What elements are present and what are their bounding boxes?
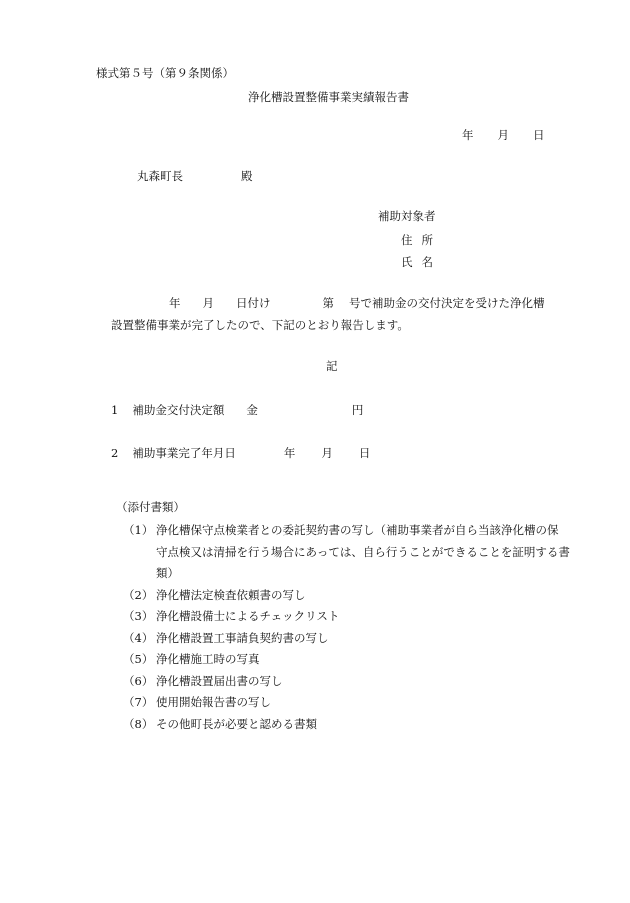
attachment-item — [123, 520, 593, 585]
attachment-item — [123, 714, 593, 736]
item-unit: 円 — [351, 403, 364, 417]
form-number: 様式第５号（第９条関係） — [96, 66, 234, 80]
attachment-number: （1） — [123, 523, 154, 537]
item-number: 1 — [111, 403, 119, 417]
attachment-item — [123, 671, 593, 693]
attachment-text: 浄化槽施工時の写真 — [156, 652, 260, 666]
body-date-suffix: 日付け — [236, 296, 271, 310]
document-title: 浄化槽設置整備事業実績報告書 — [248, 90, 409, 104]
attachment-item — [123, 585, 593, 607]
item-day: 日 — [358, 446, 371, 460]
item-month: 月 — [321, 446, 333, 460]
address-label: 住所 — [401, 233, 442, 247]
date-month: 月 — [497, 128, 509, 142]
addressee — [137, 171, 253, 183]
addressee-name: 丸森町長 — [137, 169, 183, 183]
item-subsidy-amount — [111, 405, 363, 417]
body-year: 年 — [169, 296, 181, 310]
attachment-item — [123, 606, 593, 628]
attachment-item — [123, 649, 593, 671]
item-number: 2 — [111, 446, 119, 460]
body-number-prefix: 第 — [322, 296, 334, 310]
attachment-text: 浄化槽設置工事請負契約書の写し — [156, 630, 329, 645]
attachment-number: （7） — [123, 695, 154, 709]
attachment-number: （2） — [123, 587, 154, 602]
attachment-number: （8） — [123, 716, 154, 731]
attachment-text: その他町長が必要と認める書類 — [156, 716, 317, 731]
ki-heading: 記 — [326, 359, 338, 373]
attachment-text: 浄化槽設備士によるチェックリスト — [156, 609, 340, 623]
date-year: 年 — [462, 128, 474, 142]
body-text-line-1 — [169, 298, 545, 310]
item-completion-date — [111, 448, 370, 460]
attachment-number: （5） — [123, 652, 154, 666]
attachment-item — [123, 628, 593, 650]
addressee-honorific: 殿 — [241, 169, 253, 183]
attachment-text: 浄化槽設置届出書の写し — [156, 673, 283, 688]
attachment-item — [123, 692, 593, 714]
attachment-text: 使用開始報告書の写し — [156, 695, 271, 709]
item-kin: 金 — [246, 403, 258, 417]
body-number-suffix: 号で補助金の交付決定を受けた浄化槽 — [349, 296, 545, 310]
body-text-line-2: 設置整備事業が完了したので、下記のとおり報告します。 — [111, 318, 409, 332]
attachments-heading: （添付書類） — [116, 500, 185, 514]
date-line — [462, 130, 545, 142]
attachment-number: （4） — [123, 630, 154, 645]
item-label: 補助金交付決定額 — [132, 403, 225, 417]
attachment-text: 浄化槽保守点検業者との委託契約書の写し（補助事業者が自ら当該浄化槽の保 守点検又は清掃を行う場合にあっては、自ら行うことができることを証明する書 類） — [156, 523, 570, 580]
body-month: 月 — [202, 296, 214, 310]
attachment-number: （3） — [123, 609, 154, 623]
applicant-label: 補助対象者 — [378, 209, 436, 223]
name-label: 氏名 — [401, 255, 442, 269]
item-year: 年 — [283, 446, 296, 460]
item-date — [284, 446, 371, 460]
attachment-number: （6） — [123, 673, 154, 688]
item-label: 補助事業完了年月日 — [132, 446, 236, 460]
attachments-list — [123, 520, 593, 735]
attachment-text: 浄化槽法定検査依頼書の写し — [156, 587, 306, 602]
date-day: 日 — [533, 128, 545, 142]
